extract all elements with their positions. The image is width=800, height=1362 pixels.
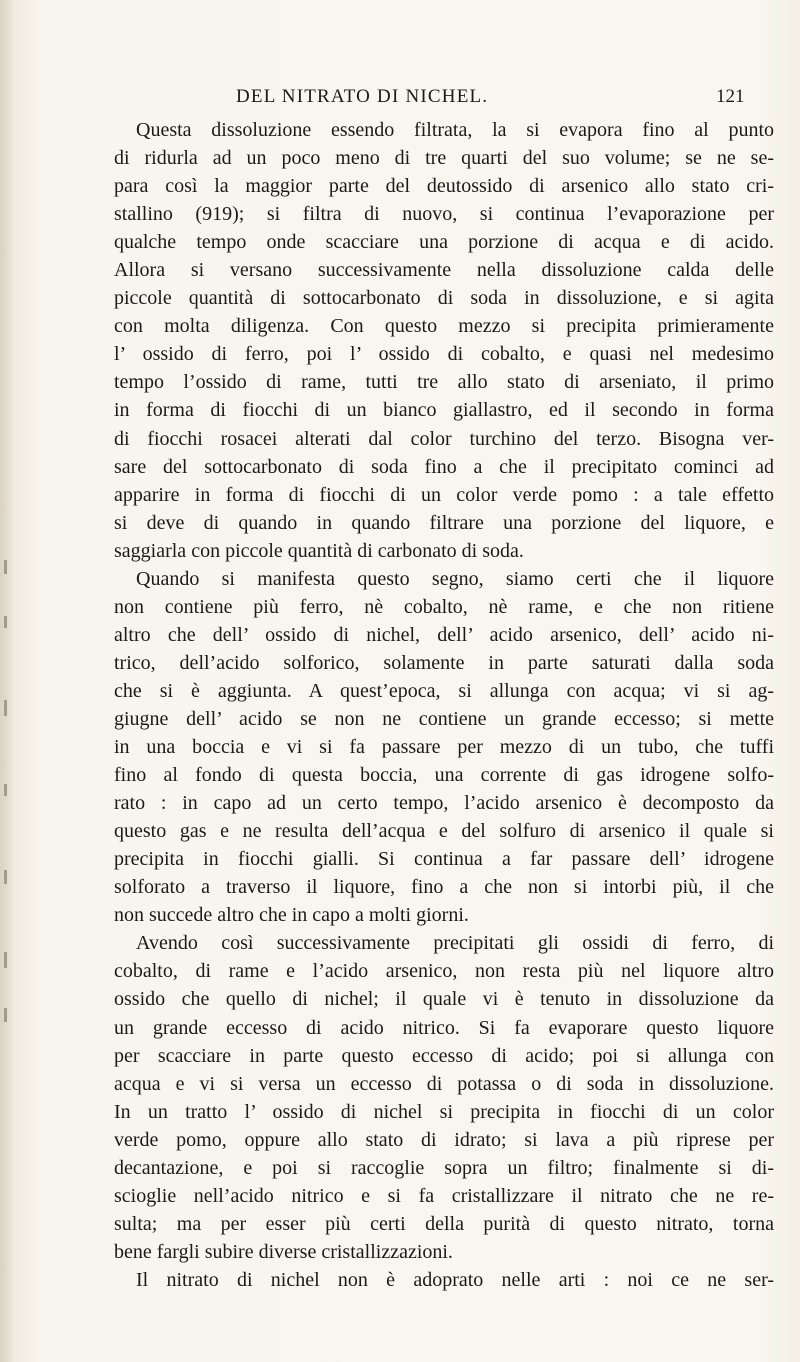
text-line: apparire in forma di fiocchi di un color verde pomo : a tale effetto: [114, 483, 774, 506]
text-line: Avendo così successivamente precipitati gli ossidi di ferro, di: [136, 932, 774, 955]
text-line: si deve di quando in quando filtrare una porzione del liquore, e: [114, 511, 774, 534]
text-line: di ridurla ad un poco meno di tre quarti del suo volume; se ne se-: [114, 147, 774, 170]
text-line: di fiocchi rosacei alterati dal color turchino del terzo. Bisogna ver-: [114, 427, 774, 450]
text-line: non contiene più ferro, nè cobalto, nè rame, e che non ritiene: [114, 595, 774, 618]
text-line: ossido che quello di nichel; il quale vi è tenuto in dissoluzione da: [114, 988, 774, 1011]
text-line: Quando si manifesta questo segno, siamo certi che il liquore: [136, 567, 774, 590]
text-line: Questa dissoluzione essendo filtrata, la si evapora fino al punto: [136, 119, 774, 141]
text-line: fino al fondo di questa boccia, una corrente di gas idrogene solfo-: [114, 764, 774, 787]
text-line: acqua e vi si versa un eccesso di potassa o di soda in dissoluzione.: [114, 1072, 774, 1095]
text-line: in forma di fiocchi di un bianco giallastro, ed il secondo in forma: [114, 399, 774, 422]
text-line: stallino (919); si filtra di nuovo, si continua l’evaporazione per: [114, 203, 774, 226]
text-line: bene fargli subire diverse cristallizzazioni.: [114, 1240, 453, 1263]
text-line: con molta diligenza. Con questo mezzo si precipita primieramente: [114, 315, 774, 338]
text-line: tempo l’ossido di rame, tutti tre allo stato di arseniato, il primo: [114, 371, 774, 394]
text-line: precipita in fiocchi gialli. Si continua a far passare dell’ idrogene: [114, 848, 774, 871]
page-number: 121: [716, 86, 745, 107]
text-line: l’ ossido di ferro, poi l’ ossido di cobalto, e quasi nel medesimo: [114, 343, 774, 366]
text-line: non succede altro che in capo a molti giorni.: [114, 904, 469, 927]
page-header: [0, 86, 800, 112]
text-line: scioglie nell’acido nitrico e si fa cristallizzare il nitrato che ne re-: [114, 1184, 774, 1207]
text-line: cobalto, di rame e l’acido arsenico, non resta più nel liquore altro: [114, 960, 774, 983]
text-line: sare del sottocarbonato di soda fino a che il precipitato cominci ad: [114, 455, 774, 478]
text-line: verde pomo, oppure allo stato di idrato; si lava a più riprese per: [114, 1128, 774, 1151]
text-line: decantazione, e poi si raccoglie sopra un filtro; finalmente si di-: [114, 1156, 774, 1179]
running-head: DEL NITRATO DI NICHEL.: [236, 86, 489, 107]
text-line: altro che dell’ ossido di nichel, dell’ acido arsenico, dell’ acido ni-: [114, 623, 774, 646]
text-line: trico, dell’acido solforico, solamente in parte saturati dalla soda: [114, 651, 774, 674]
text-line: Il nitrato di nichel non è adoprato nelle arti : noi ce ne ser-: [136, 1268, 774, 1291]
text-line: per scacciare in parte questo eccesso di acido; poi si allunga con: [114, 1044, 774, 1067]
text-line: che si è aggiunta. A quest’epoca, si allunga con acqua; vi si ag-: [114, 679, 774, 702]
text-line: sulta; ma per esser più certi della purità di questo nitrato, torna: [114, 1212, 774, 1235]
body-text: [114, 116, 774, 1294]
text-line: solforato a traverso il liquore, fino a che non si intorbi più, il che: [114, 876, 774, 899]
text-line: piccole quantità di sottocarbonato di soda in dissoluzione, e si agita: [114, 287, 774, 310]
text-line: rato : in capo ad un certo tempo, l’acido arsenico è decomposto da: [114, 792, 774, 815]
text-line: In un tratto l’ ossido di nichel si precipita in fiocchi di un color: [114, 1100, 774, 1123]
gutter-marks: [0, 560, 16, 1080]
text-line: un grande eccesso di acido nitrico. Si fa evaporare questo liquore: [114, 1016, 774, 1039]
text-line: Allora si versano successivamente nella dissoluzione calda delle: [114, 259, 774, 282]
text-line: giugne dell’ acido se non ne contiene un grande eccesso; si mette: [114, 707, 774, 730]
text-line: para così la maggior parte del deutossido di arsenico allo stato cri-: [114, 175, 774, 198]
text-line: saggiarla con piccole quantità di carbonato di soda.: [114, 539, 524, 562]
text-line: questo gas e ne resulta dell’acqua e del solfuro di arsenico il quale si: [114, 820, 774, 843]
text-line: in una boccia e vi si fa passare per mezzo di un tubo, che tuffi: [114, 736, 774, 759]
text-line: qualche tempo onde scacciare una porzione di acqua e di acido.: [114, 231, 774, 254]
